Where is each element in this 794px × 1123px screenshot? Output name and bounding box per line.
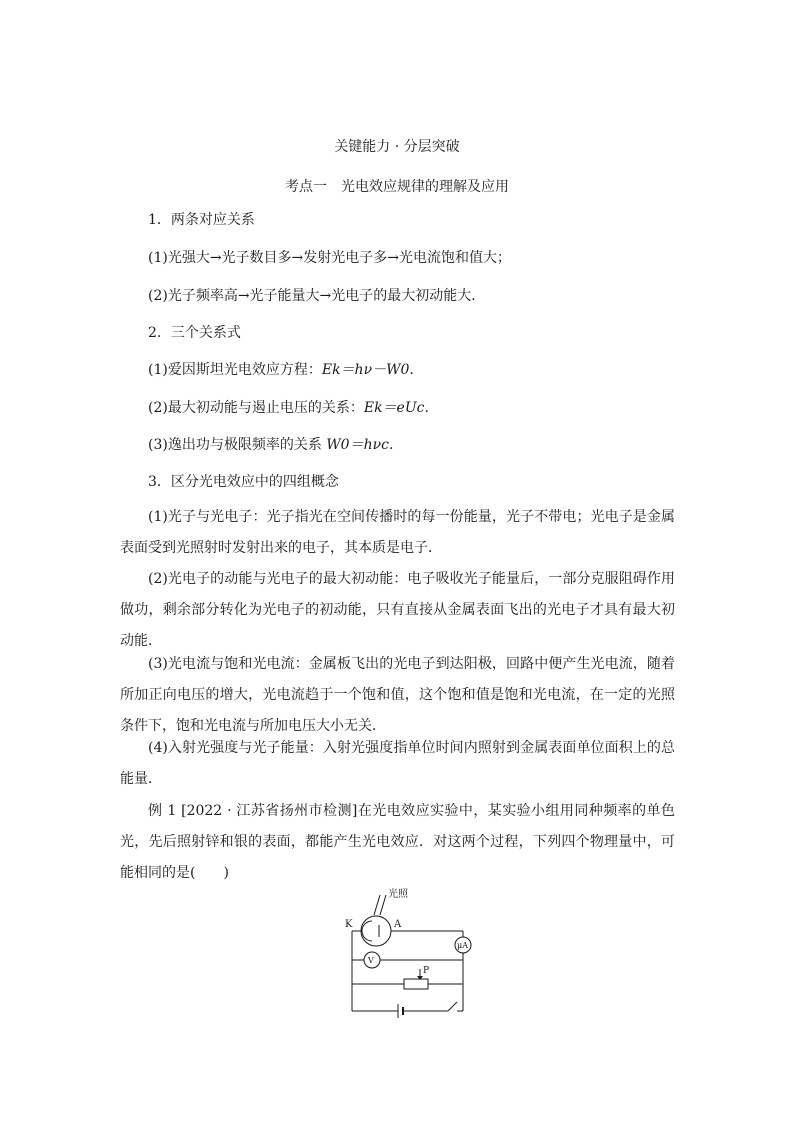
work-function-equation: W0＝hνc. bbox=[326, 437, 394, 453]
cathode-label: K bbox=[345, 919, 353, 930]
switch-blade bbox=[448, 1002, 457, 1011]
voltmeter-label: V bbox=[368, 956, 374, 965]
photocell-tube bbox=[361, 916, 391, 946]
sec2-item2-label: (2)最大初动能与遏止电压的关系： bbox=[148, 400, 364, 416]
concept-paragraph-4: (4)入射光强度与光子能量：入射光强度指单位时间内照射到金属表面单位面积上的总能量． bbox=[120, 740, 675, 787]
stopping-voltage-equation: Ek＝eUc. bbox=[363, 400, 429, 416]
light-ray-2 bbox=[380, 895, 386, 915]
sec1-item2: (2)光子频率高→光子能量大→光电子的最大初动能大． bbox=[148, 288, 486, 304]
sec2-item1 bbox=[148, 360, 414, 380]
rheostat bbox=[404, 979, 428, 989]
slider-label: P bbox=[423, 966, 430, 976]
anode-label: A bbox=[394, 919, 402, 930]
cathode-plate bbox=[362, 921, 372, 941]
concept-paragraph-2: (2)光电子的动能与光电子的最大初动能：电子吸收光子能量后，一部分克服阻碍作用做功，剩余部分转化为光电子的初动能，只有直接从金属表面飞出的光电子才具有最大初动能． bbox=[120, 571, 675, 649]
topic-heading: 考点一 光电效应规律的理解及应用 bbox=[285, 179, 509, 195]
light-label: 光照 bbox=[388, 889, 408, 900]
ammeter-label: μA bbox=[457, 941, 468, 950]
sec2-item2 bbox=[148, 398, 429, 418]
sec3-title: 3．区分光电效应中的四组概念 bbox=[148, 474, 339, 490]
einstein-equation: Ek＝hν－W0. bbox=[321, 362, 414, 378]
section-heading: 关键能力 · 分层突破 bbox=[334, 139, 460, 155]
sec1-title: 1．两条对应关系 bbox=[148, 212, 255, 228]
light-ray-1 bbox=[374, 895, 380, 915]
concept-paragraph-3: (3)光电流与饱和光电流：金属板飞出的光电子到达阳极，回路中便产生光电流，随着所加正向电压的增大，光电流趋于一个饱和值，这个饱和值是饱和光电流，在一定的光照条件下，饱和光电流与所加电压大小无关． bbox=[120, 656, 675, 734]
example-question: 例 1 [2022 · 江苏省扬州市检测]在光电效应实验中，某实验小组用同种频率的单色光，先后照射锌和银的表面，都能产生光电效应．对这两个过程，下列四个物理量中，可能相同的是( ) bbox=[120, 803, 675, 881]
sec2-item3-label: (3)逸出功与极限频率的关系 bbox=[148, 437, 327, 453]
sec2-title: 2．三个关系式 bbox=[148, 325, 241, 341]
sec1-item1: (1)光强大→光子数目多→发射光电子多→光电流饱和值大； bbox=[148, 250, 512, 266]
concept-paragraph-1: (1)光子与光电子：光子指光在空间传播时的每一份能量，光子不带电；光电子是金属表面受到光照射时发射出来的电子，其本质是电子． bbox=[120, 509, 675, 556]
photoelectric-circuit-diagram bbox=[336, 885, 486, 1025]
sec2-item3 bbox=[148, 435, 393, 455]
sec2-item1-label: (1)爱因斯坦光电效应方程： bbox=[148, 362, 322, 378]
